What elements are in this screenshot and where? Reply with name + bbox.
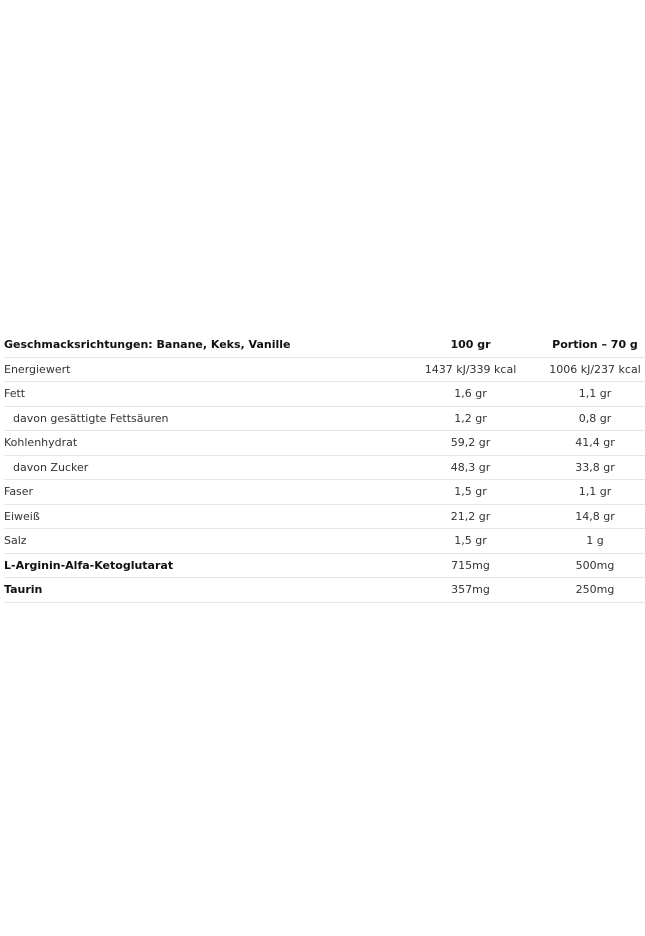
header-flavors: Geschmacksrichtungen: Banane, Keks, Vanille (4, 333, 396, 357)
row-portion: 500mg (545, 553, 645, 578)
row-per-100: 357mg (396, 578, 545, 603)
row-portion: 1 g (545, 529, 645, 554)
table-row (4, 431, 645, 456)
row-name: Faser (4, 480, 396, 505)
row-name: Eiweiß (4, 504, 396, 529)
nutrition-table (4, 333, 645, 603)
row-portion: 0,8 gr (545, 406, 645, 431)
table-row (4, 406, 645, 431)
row-per-100: 21,2 gr (396, 504, 545, 529)
row-name: L-Arginin-Alfa-Ketoglutarat (4, 553, 396, 578)
table-row (4, 529, 645, 554)
row-per-100: 1,5 gr (396, 480, 545, 505)
row-per-100: 59,2 gr (396, 431, 545, 456)
row-per-100: 1,5 gr (396, 529, 545, 554)
row-portion: 250mg (545, 578, 645, 603)
row-name: Salz (4, 529, 396, 554)
row-portion: 1,1 gr (545, 382, 645, 407)
row-per-100: 1,2 gr (396, 406, 545, 431)
table-header-row (4, 333, 645, 357)
row-portion: 41,4 gr (545, 431, 645, 456)
row-name: davon Zucker (4, 455, 396, 480)
row-per-100: 1,6 gr (396, 382, 545, 407)
row-per-100: 48,3 gr (396, 455, 545, 480)
row-portion: 1,1 gr (545, 480, 645, 505)
row-portion: 33,8 gr (545, 455, 645, 480)
table-row (4, 357, 645, 382)
table-row (4, 382, 645, 407)
row-name: Taurin (4, 578, 396, 603)
row-name: Energiewert (4, 357, 396, 382)
table-row (4, 578, 645, 603)
table-row (4, 504, 645, 529)
header-portion: Portion – 70 g (545, 333, 645, 357)
row-name: Fett (4, 382, 396, 407)
table-row (4, 553, 645, 578)
row-portion: 14,8 gr (545, 504, 645, 529)
table-row (4, 455, 645, 480)
row-portion: 1006 kJ/237 kcal (545, 357, 645, 382)
row-per-100: 715mg (396, 553, 545, 578)
row-per-100: 1437 kJ/339 kcal (396, 357, 545, 382)
table-row (4, 480, 645, 505)
row-name: davon gesättigte Fettsäuren (4, 406, 396, 431)
row-name: Kohlenhydrat (4, 431, 396, 456)
header-per-100: 100 gr (396, 333, 545, 357)
